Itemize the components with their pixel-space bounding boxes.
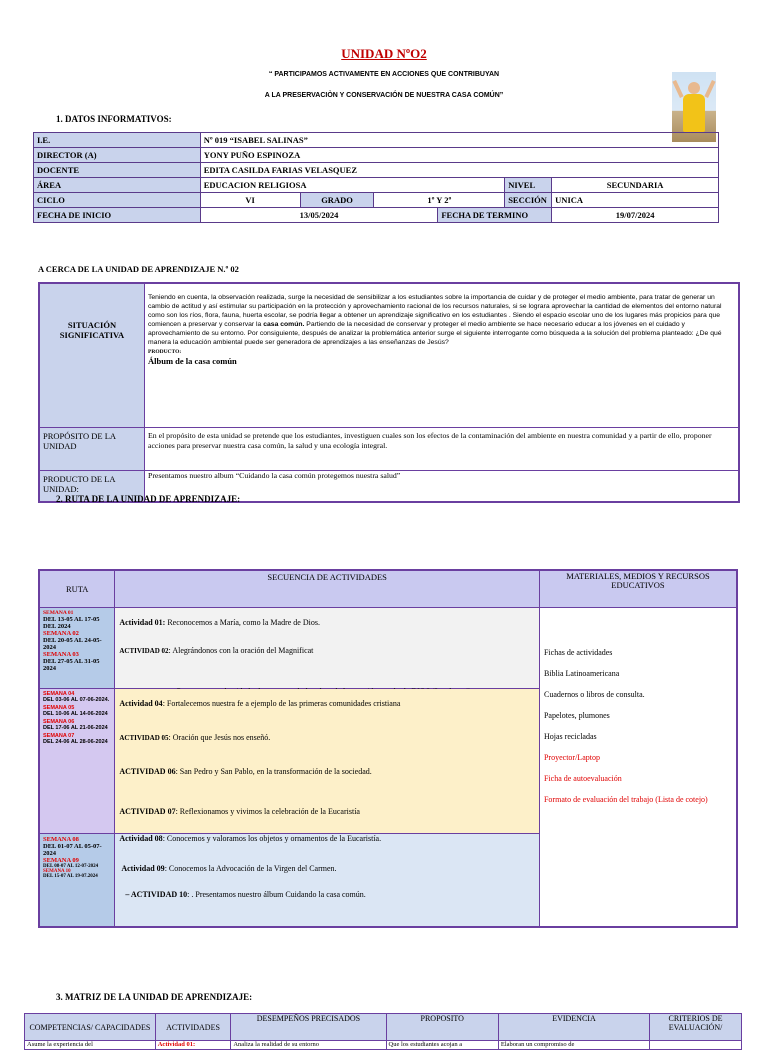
inicio-label: FECHA DE INICIO bbox=[34, 208, 201, 223]
week-10: SEMANA 10 bbox=[43, 869, 71, 874]
matriz-r1-actividad: Actividad 01: bbox=[155, 1041, 231, 1050]
row-ie bbox=[34, 133, 719, 148]
material-2: Biblia Latinoamericana bbox=[543, 669, 620, 678]
material-5: Hojas recicladas bbox=[543, 732, 597, 741]
inicio-value: 13/05/2024 bbox=[200, 208, 438, 223]
activity-06 bbox=[119, 767, 371, 776]
activity-09-text: : Conocemos la Advocación de la Virgen del Carmen. bbox=[164, 864, 337, 873]
ciclo-label: CICLO bbox=[34, 193, 201, 208]
activity-08-text: : Conocemos y valoramos los objetos y ornamentos de la Eucaristía. bbox=[162, 834, 382, 843]
row-situacion bbox=[39, 283, 739, 428]
matriz-row-1 bbox=[25, 1041, 742, 1050]
ie-value: Nº 019 “ISABEL SALINAS” bbox=[200, 133, 718, 148]
row-area bbox=[34, 178, 719, 193]
section1-heading: 1. DATOS INFORMATIVOS: bbox=[56, 114, 172, 124]
matriz-col-proposito: PROPOSITO bbox=[386, 1014, 498, 1041]
ie-label: I.E. bbox=[34, 133, 201, 148]
activity-07-text: : Reflexionamos y vivimos la celebración de la Eucaristía bbox=[175, 807, 360, 816]
seccion-value: UNICA bbox=[552, 193, 719, 208]
activity-09 bbox=[121, 864, 336, 873]
week-07: SEMANA 07 bbox=[43, 733, 75, 739]
activity-05-text: : Oración que Jesús nos enseñó. bbox=[168, 733, 271, 742]
situacion-label: SITUACIÓN SIGNIFICATIVA bbox=[39, 283, 145, 428]
activity-10 bbox=[125, 890, 365, 899]
row-docente bbox=[34, 163, 719, 178]
matriz-r1-proposito: Que los estudiantes acojan a bbox=[386, 1041, 498, 1050]
week-03: SEMANA 03 bbox=[43, 651, 79, 658]
matriz-table bbox=[24, 1013, 742, 1050]
material-6: Proyector/Laptop bbox=[543, 753, 600, 762]
week-02-dates: DEL 20-05 AL 24-05-2024 bbox=[43, 637, 102, 651]
matriz-col-desempenos: DESEMPEÑOS PRECISADOS bbox=[231, 1014, 386, 1041]
section3-heading: 3. MATRIZ DE LA UNIDAD DE APRENDIZAJE: bbox=[56, 992, 253, 1002]
activity-04-label: Actividad 04 bbox=[119, 699, 163, 708]
activity-01 bbox=[119, 618, 320, 627]
proposito-label: PROPÓSITO DE LA UNIDAD bbox=[39, 428, 145, 471]
situacion-text: Teniendo en cuenta, la observación realizada, surge la necesidad de sensibilizar a los estudiantes sobre la importancia de cuidar y de proteger el medio ambiente, para tratar de generar un cambio de actitud y así estimular su participación en la protección y aprovechamiento racional de los recursos naturales, si se lograra aprovechar la cantidad de elementos del entorno natural como son los ríos, flora, fauna, huerta escolar, se podría llegar a obtener un aprendizaje significativo en los estudiantes . Siendo el espacio escolar uno de los lugares más propicios para que comiencen a preservar y conservar la bbox=[148, 294, 722, 328]
weeks-group-3 bbox=[39, 834, 115, 928]
matriz-r1-competencia: Asume la experiencia del bbox=[25, 1041, 156, 1050]
acerca-heading: A CERCA DE LA UNIDAD DE APRENDIZAJE N.º 02 bbox=[38, 264, 239, 274]
seccion-label: SECCIÓN bbox=[505, 193, 552, 208]
activity-04 bbox=[119, 699, 400, 708]
row-proposito bbox=[39, 428, 739, 471]
producto-label: PRODUCTO DE LA UNIDAD: bbox=[39, 471, 145, 503]
week-02: SEMANA 02 bbox=[43, 630, 79, 637]
col-ruta: RUTA bbox=[39, 570, 115, 608]
week-09: SEMANA 09 bbox=[43, 857, 79, 864]
matriz-col-actividades: ACTIVIDADES bbox=[155, 1014, 231, 1041]
ciclo-value: VI bbox=[200, 193, 300, 208]
activity-01-label: Actividad 01: bbox=[119, 618, 166, 627]
col-secuencia: SECUENCIA DE ACTIVIDADES bbox=[115, 570, 540, 608]
week-04: SEMANA 04 bbox=[43, 691, 75, 697]
termino-label: FECHA DE TERMINO bbox=[438, 208, 552, 223]
row-fechas bbox=[34, 208, 719, 223]
week-08: SEMANA 08 bbox=[43, 836, 79, 843]
situacion-text2: Partiendo de la necesidad de conservar y proteger el medio ambiente se hace necesario educar a los jóvenes en el cuidado y aprovechamiento de su entorno. Por consiguiente, después de analizar la problemática anterior surge el siguiente interrogante como búsqueda a la solución del problema planteado: ¿De qué manera la educación ambiental puede ser generadora de aprendizajes a las enseñanzas de Jesús? bbox=[148, 321, 722, 346]
activity-02-label: ACTIVIDAD 02 bbox=[119, 647, 169, 655]
acerca-table bbox=[38, 282, 740, 503]
director-value: YONY PUÑO ESPINOZA bbox=[200, 148, 718, 163]
ruta-group-1 bbox=[39, 608, 737, 689]
producto-small: PRODUCTO: bbox=[148, 349, 182, 355]
activity-09-label: Actividad 09 bbox=[121, 864, 165, 873]
activities-group-2 bbox=[115, 689, 540, 834]
matriz-r1-evidencia: Elaboran un compromiso de bbox=[498, 1041, 649, 1050]
weeks-group-2 bbox=[39, 689, 115, 834]
activity-07-label: ACTIVIDAD 07 bbox=[119, 807, 176, 816]
week-04-dates: DEL 03-06 AL 07-06-2024. bbox=[43, 697, 110, 703]
activity-06-label: ACTIVIDAD 06 bbox=[119, 767, 176, 776]
material-3: Cuadernos o libros de consulta. bbox=[543, 690, 645, 699]
activity-04-text: : Fortalecemos nuestra fe a ejemplo de las primeras comunidades cristiana bbox=[162, 699, 401, 708]
ruta-table bbox=[38, 569, 738, 928]
director-label: DIRECTOR (A) bbox=[34, 148, 201, 163]
activities-group-1 bbox=[115, 608, 540, 689]
week-08-dates: DEL 01-07 AL 05-07- 2024 bbox=[43, 843, 102, 857]
matriz-header-row bbox=[25, 1014, 742, 1041]
area-label: ÁREA bbox=[34, 178, 201, 193]
activity-02-text: : Alegrándonos con la oración del Magnificat bbox=[168, 646, 314, 655]
ruta-header-row bbox=[39, 570, 737, 608]
matriz-r1-criterio bbox=[650, 1041, 742, 1050]
activity-07 bbox=[119, 807, 360, 816]
producto-album: Álbum de la casa común bbox=[148, 356, 237, 366]
nivel-value: SECUNDARIA bbox=[552, 178, 719, 193]
docente-value: EDITA CASILDA FARIAS VELASQUEZ bbox=[200, 163, 718, 178]
material-4: Papelotes, plumones bbox=[543, 711, 610, 720]
unit-subtitle-line1: “ PARTICIPAMOS ACTIVAMENTE EN ACCIONES QUE CONTRIBUYAN bbox=[268, 71, 500, 78]
proposito-text: En el propósito de esta unidad se pretende que los estudiantes, investiguen cuales son los efectos de la contaminación del ambiente en nuestra comunidad y a partir de ello, proponer acciones para preservar nuestra casa común, la salud y una ecología integral. bbox=[145, 428, 740, 471]
activity-05-label: ACTIVIDAD 05 bbox=[119, 734, 169, 742]
matriz-col-criterios: CRITERIOS DE EVALUACIÓN/ bbox=[650, 1014, 742, 1041]
col-materiales: MATERIALES, MEDIOS Y RECURSOS EDUCATIVOS bbox=[539, 570, 737, 608]
datos-informativos-table bbox=[33, 132, 719, 223]
unit-title: UNIDAD NºO2 bbox=[341, 46, 427, 61]
docente-label: DOCENTE bbox=[34, 163, 201, 178]
activity-05 bbox=[119, 733, 270, 742]
materials-cell bbox=[539, 608, 737, 928]
area-value: EDUCACION RELIGIOSA bbox=[200, 178, 504, 193]
week-01-dates: DEL 13-05 AL 17-05 DEL 2024 bbox=[43, 616, 100, 630]
situacion-bold: casa común. bbox=[263, 321, 305, 328]
week-03-dates: DEL 27-05 AL 31-05 2024 bbox=[43, 658, 100, 672]
grado-label: GRADO bbox=[300, 193, 374, 208]
producto-text: Presentamos nuestro album “Cuidando la casa común protegemos nuestra salud” bbox=[145, 471, 740, 503]
termino-value: 19/07/2024 bbox=[552, 208, 719, 223]
grado-value: 1º Y 2º bbox=[374, 193, 505, 208]
week-10-dates: DEL 15-07 AL 19-07.2024 bbox=[43, 874, 98, 879]
week-06: SEMANA 06 bbox=[43, 719, 75, 725]
activity-10-label: – ACTIVIDAD 10 bbox=[125, 890, 188, 899]
material-7: Ficha de autoevaluación bbox=[543, 774, 622, 783]
activity-02 bbox=[119, 646, 313, 655]
week-07-dates: DEL 24-06 AL 28-06-2024 bbox=[43, 739, 108, 745]
week-05: SEMANA 05 bbox=[43, 705, 75, 711]
section2-heading: 2. RUTA DE LA UNIDAD DE APRENDIZAJE: bbox=[56, 494, 241, 504]
week-01: SEMANA 01 bbox=[43, 610, 74, 616]
material-8: Formato de evaluación del trabajo (Lista de cotejo) bbox=[543, 795, 708, 804]
situacion-content bbox=[145, 283, 740, 428]
weeks-group-1 bbox=[39, 608, 115, 689]
row-ciclo bbox=[34, 193, 719, 208]
activity-06-text: : San Pedro y San Pablo, en la transformación de la sociedad. bbox=[175, 767, 372, 776]
row-director bbox=[34, 148, 719, 163]
activity-01-text: Reconocemos a María, como la Madre de Dios. bbox=[165, 618, 320, 627]
material-1: Fichas de actividades bbox=[543, 648, 613, 657]
activity-08-label: Actividad 08 bbox=[119, 834, 163, 843]
nivel-label: NIVEL bbox=[505, 178, 552, 193]
week-05-dates: DEL 10-06 AL 14-06-2024 bbox=[43, 711, 108, 717]
unit-subtitle-line2: A LA PRESERVACIÒN Y CONSERVACIÓN DE NUESTRA CASA COMÚN” bbox=[264, 92, 504, 99]
week-09-dates: DEL 08-07 AL 12-07-2024 bbox=[43, 864, 99, 869]
activity-08 bbox=[119, 834, 381, 843]
activity-10-text: : . Presentamos nuestro álbum Cuidando la casa común. bbox=[187, 890, 366, 899]
matriz-col-evidencia: EVIDENCIA bbox=[498, 1014, 649, 1041]
matriz-r1-desempeno: Analiza la realidad de su entorno bbox=[231, 1041, 386, 1050]
week-06-dates: DEL 17-06 AL 21-06-2024 bbox=[43, 725, 108, 731]
matriz-col-competencias: COMPETENCIAS/ CAPACIDADES bbox=[25, 1014, 156, 1041]
activities-group-3 bbox=[115, 834, 540, 928]
